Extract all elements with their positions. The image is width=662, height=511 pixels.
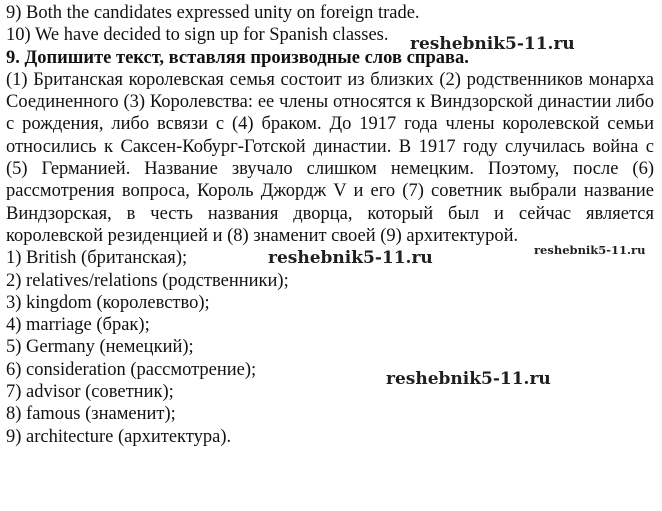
answer-item-3: 3) kingdom (королевство);	[6, 292, 210, 313]
answer-item-4: 4) marriage (брак);	[6, 315, 150, 336]
answer-item-6: 6) consideration (рассмотрение);	[6, 359, 257, 380]
answer-item-7: 7) advisor (советник);	[6, 382, 174, 403]
watermark-top: reshebnik5-11.ru	[410, 34, 575, 54]
answer-list	[6, 247, 656, 448]
prev-item-9: 9) Both the candidates expressed unity on foreign trade.	[6, 3, 420, 23]
answer-item-5: 5) Germany (немецкий);	[6, 337, 194, 358]
answer-item-2: 2) relatives/relations (родственники);	[6, 270, 289, 291]
watermark-bottom: reshebnik5-11.ru	[386, 369, 551, 389]
watermark-small: reshebnik5-11.ru	[534, 243, 646, 257]
answer-item-8: 8) famous (знаменит);	[6, 404, 176, 425]
watermark-middle: reshebnik5-11.ru	[268, 248, 433, 268]
document-page	[6, 2, 656, 448]
task-heading: 9. Допишите текст, вставляя производные слов справа.	[6, 47, 469, 68]
answer-item-9: 9) architecture (архитектура).	[6, 426, 232, 447]
prev-item-10: 10) We have decided to sign up for Spanish classes.	[6, 25, 389, 46]
answer-item-1: 1) British (британская);	[6, 248, 188, 269]
task-paragraph: (1) Британская королевская семья состоит из близких (2) родственников монарха Соединенного (3) Королевства: ее члены относятся к Виндзорской династии либо с рождения, либо всвязи с (4) браком. До 1917 года члены королевской семьи относились к Саксен-Кобург-Готской династии. В 1917 году случилась война с (5) Германией. Название звучало слишком немецким. Поэтому, после (6) рассмотрения вопроса, Король Джордж V и его (7) советник выбрали название Виндзорская, в честь названия дворца, который был и сейчас является королевской резиденцией и (8) знаменит своей (9) архитектурой.	[6, 69, 654, 246]
